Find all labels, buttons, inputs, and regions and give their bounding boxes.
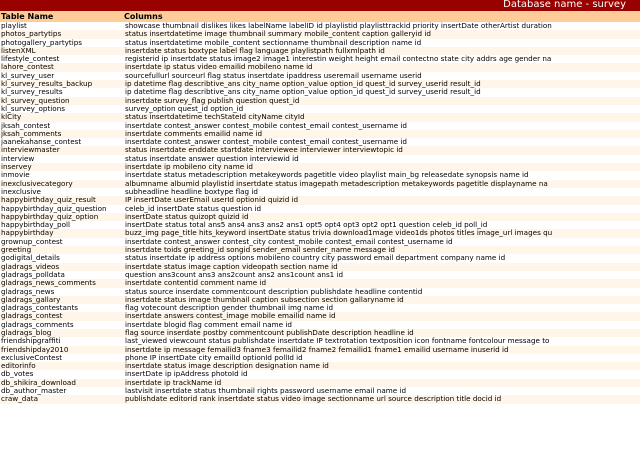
table-name-cell: gladrags_polldata <box>1 270 65 279</box>
table-name-cell: kl_survey_results_backup <box>1 80 93 89</box>
table-row <box>0 63 640 71</box>
table-row <box>0 229 640 237</box>
table-name-cell: happybirthday_quiz_question <box>1 204 107 213</box>
table-name-cell: gladrags_gallary <box>1 295 61 304</box>
columns-cell: flag votecount description gender thumbnail img name id <box>125 304 334 313</box>
table-name-cell: db_author_master <box>1 387 67 396</box>
columns-cell: registerid ip insertdate status image2 image1 interestin weight height email contectno state city addrs age gender na <box>125 55 552 64</box>
columns-cell: status source inserdate commentcount description publishdate headline contentid <box>125 287 423 296</box>
table-name-cell: happybirthday <box>1 229 54 238</box>
table-row <box>0 155 640 163</box>
table-row <box>0 39 640 47</box>
columns-cell: insertdate ip mobileno city name id <box>125 163 253 172</box>
table-name-cell: interviewmaster <box>1 146 60 155</box>
table-row <box>0 263 640 271</box>
table-name-cell: inexclusivecategory <box>1 179 73 188</box>
table-row <box>0 221 640 229</box>
table-row <box>0 213 640 221</box>
columns-cell: buzz_img page_title hits_keyword insertDate status trivia download1mage video1ds photos titles image_url images qu <box>125 229 553 238</box>
table-row <box>0 379 640 387</box>
columns-cell: albumname albumid playlistid insertdate status imagepath metadescription metakeywords pagetitle displayname na <box>125 179 548 188</box>
table-name-cell: gladrags_blog <box>1 328 52 337</box>
table-name-cell: gladrags_videos <box>1 262 60 271</box>
columns-cell: insertDate status total ans5 ans4 ans3 ans2 ans1 opt5 opt4 opt3 opt2 opt1 question celeb_id poll_id <box>125 221 488 230</box>
table-name-cell: craw_data <box>1 395 38 404</box>
table-name-cell: kl_survey_options <box>1 104 66 113</box>
columns-cell: insertdate survey_flag publish question quest_id <box>125 96 300 105</box>
columns-cell: status insertdatetime techStateId cityName cityId <box>125 113 305 122</box>
table-name-cell: klCity <box>1 113 22 122</box>
columns-cell: insertDate status quizopt quizid id <box>125 212 249 221</box>
table-row <box>0 296 640 304</box>
table-name-cell: photogallery_partytips <box>1 38 83 47</box>
table-row <box>0 271 640 279</box>
table-name-cell: grownup_contest <box>1 237 63 246</box>
header-table-name: Table Name <box>1 12 54 21</box>
table-name-cell: happybirthday_quiz_option <box>1 212 99 221</box>
columns-cell: showcase thumbnail dislikes likes labelName labelID id playlistid playlisttrackid priority insertDate otherArtist duration <box>125 22 552 30</box>
columns-cell: celeb_id insertDate status question id <box>125 204 262 213</box>
table-name-cell: gladrags_news_comments <box>1 279 96 288</box>
table-name-cell: interview <box>1 154 35 163</box>
columns-cell: insertdate ip status video emailid mobileno name id <box>125 63 313 72</box>
title-bar <box>0 0 640 11</box>
columns-cell: survey_option quest_id option_id <box>125 104 244 113</box>
columns-cell: ip datetime flag describtive_ans city_name option_value option_id quest_id survey_userid result_id <box>125 80 481 89</box>
columns-cell: last_viewed viewcount status publishdate insertdate IP textrotation textposition icon fontname fontcolour message to <box>125 337 550 346</box>
table-name-cell: jksah_contest <box>1 121 51 130</box>
columns-cell: insertdate blogid flag comment email name id <box>125 320 292 329</box>
table-row <box>0 312 640 320</box>
table-name-cell: gladrags_news <box>1 287 55 296</box>
columns-cell: insertdate status image caption videopath section name id <box>125 262 338 271</box>
columns-cell: insertdate contest_answer contest_mobile contest_email contest_username id <box>125 138 407 147</box>
table-name-cell: gladrags_contestants <box>1 304 79 313</box>
table-row <box>0 146 640 154</box>
columns-cell: insertdate ip trackName id <box>125 378 222 387</box>
columns-cell: sourcefullurl sourceurl flag status insertdate ipaddress useremail username userid <box>125 71 422 80</box>
columns-cell: insertdate contentid comment name id <box>125 279 267 288</box>
table-row <box>0 22 640 30</box>
columns-cell: ip datetime flag describtive_ans city_name option_value option_id quest_id survey_userid result_id <box>125 88 481 97</box>
columns-cell: status insertdate answer question interviewid id <box>125 154 299 163</box>
table-row <box>0 370 640 378</box>
table-name-cell: jaanekahanse_contest <box>1 138 82 147</box>
header-columns: Columns <box>124 12 163 21</box>
table-name-cell: lahore_contest <box>1 63 54 72</box>
table-name-cell: greeting <box>1 246 32 255</box>
table-row <box>0 404 640 412</box>
table-row <box>0 180 640 188</box>
table-row <box>0 130 640 138</box>
table-row <box>0 246 640 254</box>
table-row <box>0 279 640 287</box>
table-row <box>0 321 640 329</box>
columns-cell: insertdate status metadescription metakeywords pagetitle video playlist main_bg releasedate synopsis name id <box>125 171 529 180</box>
columns-cell: subheadline headline boxtype flag id <box>125 187 258 196</box>
table-name-cell: friendshipgraffiti <box>1 337 61 346</box>
table-name-cell: lifestyle_contest <box>1 55 60 64</box>
columns-cell: insertdate answers contest_image mobile emailid name id <box>125 312 336 321</box>
table-header <box>0 11 640 22</box>
table-row <box>0 362 640 370</box>
table-name-cell: kl_survey_results <box>1 88 63 97</box>
table-row <box>0 47 640 55</box>
table-row <box>0 55 640 63</box>
table-row <box>0 30 640 38</box>
table-name-cell: photos_partytips <box>1 30 62 39</box>
table-row <box>0 122 640 130</box>
columns-cell: lastvisit insertdate status thumbnail rights password username email name id <box>125 387 407 396</box>
columns-cell: insertdate contest_answer contest_mobile contest_email contest_username id <box>125 121 407 130</box>
table-row <box>0 171 640 179</box>
table-name-cell: happybirthday_poll <box>1 221 70 230</box>
table-row <box>0 163 640 171</box>
table-row <box>0 254 640 262</box>
table-row <box>0 188 640 196</box>
table-row <box>0 80 640 88</box>
table-row <box>0 205 640 213</box>
table-name-cell: inmovie <box>1 171 30 180</box>
table-name-cell: inservey <box>1 163 32 172</box>
table-name-cell: inexclusive <box>1 187 41 196</box>
table-name-cell: friendshipday2010 <box>1 345 69 354</box>
database-title: Database name - survey <box>503 0 626 10</box>
table-body <box>0 22 640 412</box>
table-name-cell: playlist <box>1 22 27 30</box>
table-row <box>0 138 640 146</box>
table-row <box>0 105 640 113</box>
columns-cell: status insertdate ip address options mobileno country city password email department company name id <box>125 254 506 263</box>
table-row <box>0 238 640 246</box>
columns-cell: insertdate toids greeting_id songid sender_email sender_name message id <box>125 246 395 255</box>
table-row <box>0 387 640 395</box>
columns-cell: status insertdatetime mobile_content sectionname thumbnail description name id <box>125 38 422 47</box>
table-name-cell: db_shikira_download <box>1 378 76 387</box>
columns-cell: insertdate comments emailid name id <box>125 129 263 138</box>
table-row <box>0 346 640 354</box>
columns-cell: insertdate status image description designation name id <box>125 362 329 371</box>
table-row <box>0 196 640 204</box>
columns-cell: status insertdate enddate startdate interviewee interviewer interviewtopic id <box>125 146 403 155</box>
columns-cell: insertdate status boxtype label flag language playlistpath fullxmlpath id <box>125 46 385 55</box>
table-row <box>0 88 640 96</box>
table-name-cell: jksah_comments <box>1 129 62 138</box>
table-row <box>0 329 640 337</box>
table-name-cell: happybirthday_quiz_result <box>1 196 96 205</box>
columns-cell: status insertdatetime image thumbnail summary mobile_content caption galleryid id <box>125 30 431 39</box>
table-row <box>0 288 640 296</box>
table-row <box>0 97 640 105</box>
columns-cell: insertdate ip message femailid3 fname3 femailid2 fname2 femailid1 fname1 emailid username inuserid id <box>125 345 509 354</box>
table-name-cell: db_votes <box>1 370 34 379</box>
table-row <box>0 354 640 362</box>
table-name-cell: editorinfo <box>1 362 36 371</box>
columns-cell: question ans3count ans3 ans2count ans2 ans1count ans1 id <box>125 270 344 279</box>
columns-cell: phone IP insertDate city emailId optionId pollId id <box>125 353 303 362</box>
columns-cell: flag source inserdate postby commentcount publishDate description headline id <box>125 328 414 337</box>
table-name-cell: godigital_details <box>1 254 60 263</box>
table-name-cell: listenXML <box>1 46 36 55</box>
table-row <box>0 304 640 312</box>
columns-cell: IP insertDate userEmail userId optionid quizid id <box>125 196 299 205</box>
columns-cell: insertdate contest_answer contest_city contest_mobile contest_email contest_username id <box>125 237 453 246</box>
table-row <box>0 113 640 121</box>
columns-cell: publishdate editorid rank insertdate status video image sectionname url source description title docid id <box>125 395 502 404</box>
table-name-cell: kl_survey_question <box>1 96 70 105</box>
columns-cell: insertDate ip ipAddress photoId id <box>125 370 248 379</box>
table-row <box>0 395 640 403</box>
columns-cell: insertdate status image thumbnail caption subsection section gallaryname id <box>125 295 404 304</box>
table-name-cell: gladrags_comments <box>1 320 74 329</box>
table-row <box>0 337 640 345</box>
table-name-cell: gladrags_contest <box>1 312 63 321</box>
table-name-cell: exclusiveContest <box>1 353 63 362</box>
table-row <box>0 72 640 80</box>
table-name-cell: kl_survey_user <box>1 71 55 80</box>
